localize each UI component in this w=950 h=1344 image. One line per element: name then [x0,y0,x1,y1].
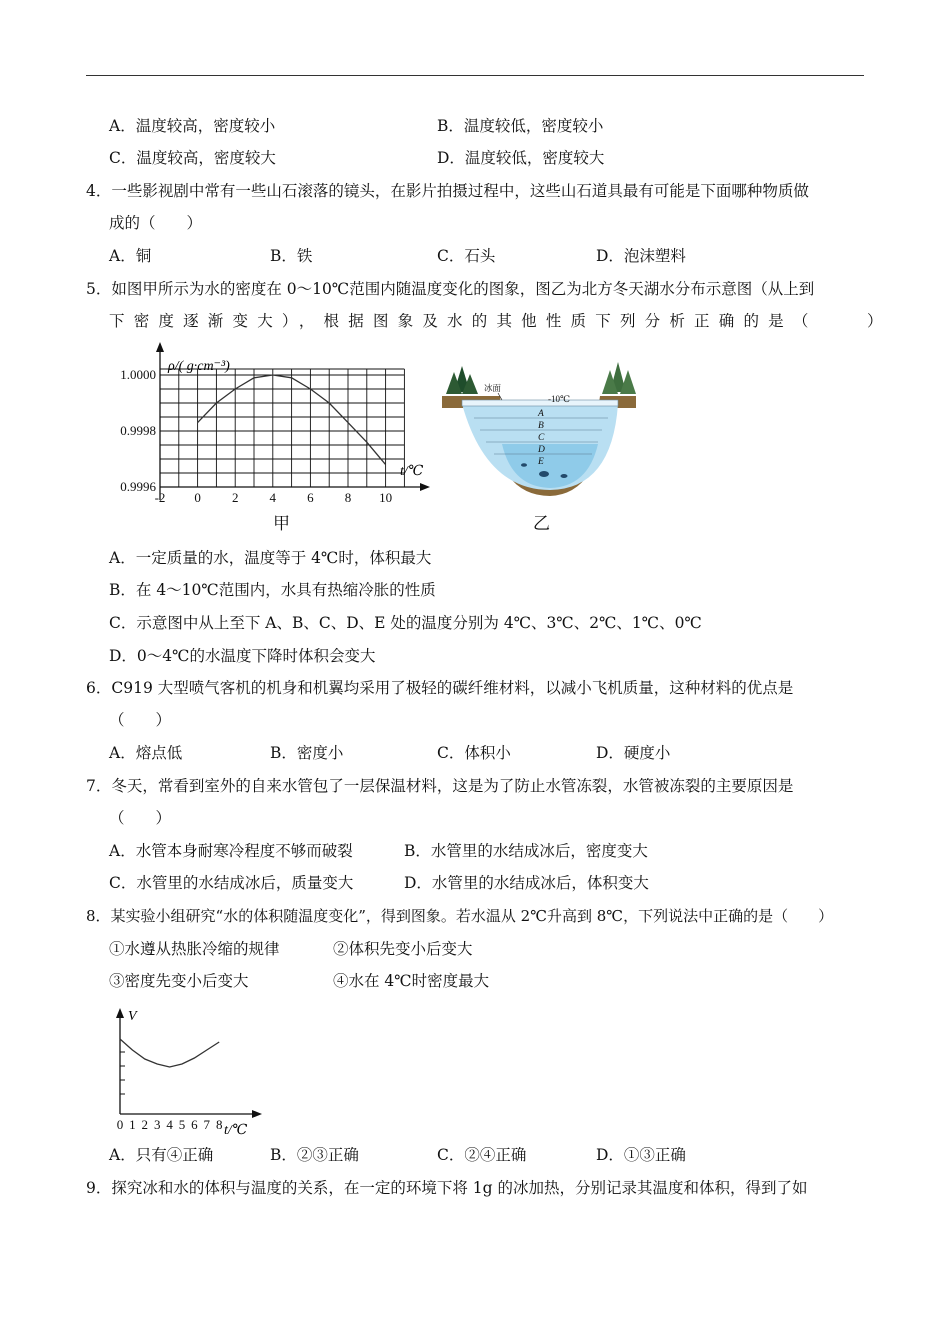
x-axis-arrow [420,483,430,491]
q6-option-d: D．硬度小 [596,744,671,762]
x-tick-label: -2 [154,490,166,505]
layer-label-a: A [538,409,544,419]
x-tick-label: 2 [141,1117,149,1132]
y-tick-label: 0.9998 [120,423,156,438]
q5-option-b: B．在 4～10℃范围内，水具有热缩冷胀的性质 [109,581,436,599]
density-x-ticks [155,490,393,505]
lake-diagram [440,344,640,504]
q5-option-a: A．一定质量的水，温度等于 4℃时，体积最大 [109,549,432,567]
q4-stem-cont: 成的（ ） [109,214,203,232]
q8-statement-4: ④水在 4℃时密度最大 [333,972,490,990]
q7-option-d: D．水管里的水结成冰后，体积变大 [404,874,649,892]
volume-x-label: t/℃ [224,1123,248,1138]
volume-chart [104,1004,284,1138]
q8-statement-2: ②体积先变小后变大 [333,940,473,958]
y-tick-label: 1.0000 [120,367,156,382]
x-tick-label: 3 [153,1117,161,1132]
q3-option-d: D．温度较低，密度较大 [437,149,605,167]
x-tick-label: 5 [178,1117,186,1132]
x-tick-label: 7 [203,1117,211,1132]
ice-label: 冰面 [484,383,502,393]
x-axis-arrow [252,1110,262,1118]
q8-option-c: C．②④正确 [437,1146,527,1164]
q8-option-b: B．②③正确 [270,1146,359,1164]
layer-label-b: B [538,421,544,431]
layer-label-e: E [538,457,544,467]
x-tick-label: 6 [191,1117,198,1132]
density-chart [100,342,440,542]
q6-stem: 6．C919 大型喷气客机的机身和机翼均采用了极轻的碳纤维材料，以减小飞机质量，这种材料的优点是 [86,679,794,697]
layer-label-c: C [538,433,545,443]
q8-stem: 8．某实验小组研究“水的体积随温度变化”，得到图象。若水温从 2℃升高到 8℃，下列说法中正确的是（ ） [86,907,834,925]
q6-option-c: C．体积小 [437,744,511,762]
q8-option-a: A．只有④正确 [109,1146,214,1164]
q7-option-a: A．水管本身耐寒冷程度不够而破裂 [109,842,353,860]
x-tick-label: 0 [116,1117,124,1132]
q6-stem-cont: （ ） [109,711,172,729]
q5-stem-cont: 下密度逐渐变大），根据图象及水的其他性质下列分析正确的是（ ） [109,312,892,330]
q4-option-b: B．铁 [270,247,313,265]
q5-stem: 5．如图甲所示为水的密度在 0～10℃范围内随温度变化的图象，图乙为北方冬天湖水分布示意图（从上到 [86,280,815,298]
x-tick-label: 4 [269,490,277,505]
tree-icon [446,366,478,394]
q3-option-a: A．温度较高，密度较小 [109,117,276,135]
q7-stem-cont: （ ） [109,809,172,827]
q7-option-c: C．水管里的水结成冰后，质量变大 [109,874,354,892]
x-tick-label: 10 [379,490,393,505]
x-tick-label: 6 [307,490,314,505]
q8-statement-3: ③密度先变小后变大 [109,972,249,990]
y-axis-arrow [116,1008,124,1018]
q8-statement-1: ①水遵从热胀冷缩的规律 [109,940,280,958]
q5-option-c: C．示意图中从上至下 A、B、C、D、E 处的温度分别为 4℃、3℃、2℃、1℃、0℃ [109,614,702,632]
q7-stem: 7．冬天，常看到室外的自来水管包了一层保温材料，这是为了防止水管冻裂，水管被冻裂的主要原因是 [86,777,794,795]
x-tick-label: 2 [231,490,239,505]
y-tick-label: 0.9996 [120,479,156,494]
y-axis-arrow [156,342,164,352]
q3-option-c: C．温度较高，密度较大 [109,149,276,167]
x-tick-label: 4 [166,1117,173,1132]
density-grid [160,369,404,487]
figure-jia-caption: 甲 [273,514,290,534]
density-y-ticks [120,367,156,494]
figure-yi-caption: 乙 [533,514,550,534]
density-x-label: t/℃ [400,464,424,479]
q6-option-a: A．熔点低 [109,744,183,762]
density-y-label: ρ/( g·cm⁻³) [168,359,230,374]
q4-option-d: D．泡沫塑料 [596,247,686,265]
x-tick-label: 1 [129,1117,136,1132]
volume-y-label: V [128,1009,137,1024]
header-rule [86,75,864,76]
q6-option-b: B．密度小 [270,744,344,762]
q5-option-d: D．0～4℃的水温度下降时体积会变大 [109,647,376,665]
ice-layer [462,400,618,406]
x-tick-label: 8 [215,1117,223,1132]
surface-temp-label: -10℃ [548,394,571,404]
x-tick-label: 8 [344,490,352,505]
volume-x-ticks [117,1117,223,1132]
q4-option-c: C．石头 [437,247,496,265]
volume-curve [120,1039,219,1067]
q8-option-d: D．①③正确 [596,1146,686,1164]
q9-stem: 9．探究冰和水的体积与温度的关系，在一定的环境下将 1g 的冰加热，分别记录其温度和体积，得到了如 [86,1179,808,1197]
q3-option-b: B．温度较低，密度较小 [437,117,604,135]
q7-option-b: B．水管里的水结成冰后，密度变大 [404,842,648,860]
q4-stem: 4．一些影视剧中常有一些山石滚落的镜头，在影片拍摄过程中，这些山石道具最有可能是下面哪种物质做 [86,182,809,200]
x-tick-label: 0 [194,490,201,505]
layer-label-d: D [538,445,545,455]
tree-icon [602,362,636,394]
q4-option-a: A．铜 [109,247,152,265]
y-axis-ticks [120,1052,125,1094]
